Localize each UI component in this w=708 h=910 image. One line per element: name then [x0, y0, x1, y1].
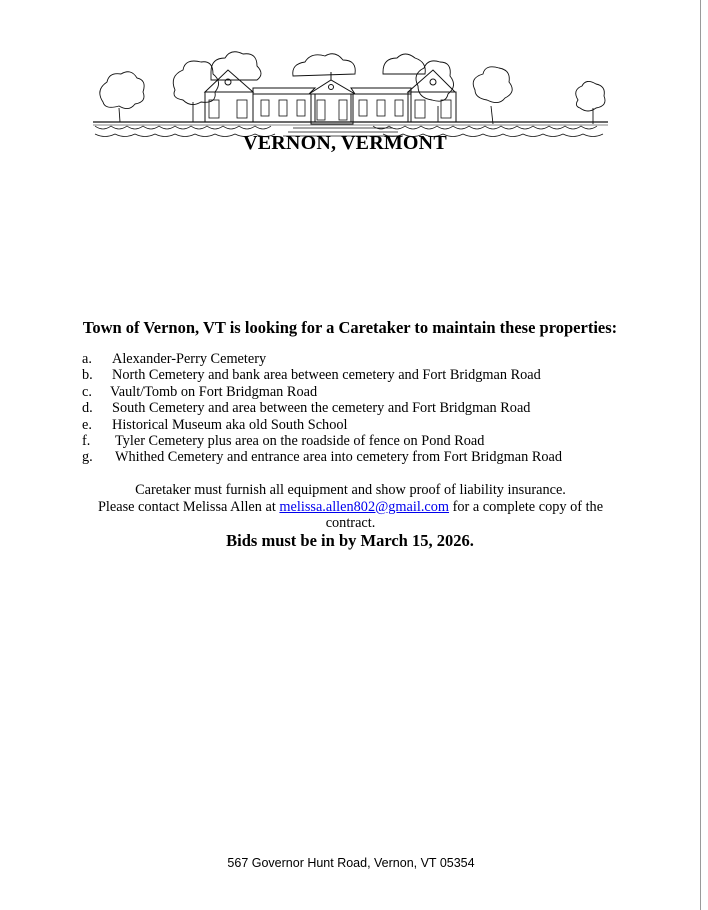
list-item: [82, 400, 562, 416]
list-item: [82, 384, 562, 400]
list-letter: g.: [82, 449, 93, 466]
list-letter: c.: [82, 383, 92, 400]
contact-prefix: Please contact Melissa Allen at: [97, 498, 276, 515]
list-item: [82, 367, 562, 383]
contact-line: [88, 499, 613, 532]
list-letter: d.: [82, 400, 93, 417]
list-text: Whithed Cemetery and entrance area into cemetery from Fort Bridgman Road: [115, 449, 563, 466]
list-text: Alexander-Perry Cemetery: [112, 351, 267, 367]
page-edge: [700, 0, 701, 910]
list-letter: f.: [82, 432, 91, 449]
list-letter: a.: [82, 351, 92, 367]
list-text: Tyler Cemetery plus area on the roadside of fence on Pond Road: [115, 432, 485, 449]
list-item: [82, 449, 562, 465]
list-text: Historical Museum aka old South School: [112, 416, 348, 433]
bid-deadline: Bids must be in by March 15, 2026.: [226, 531, 474, 550]
list-item: [82, 417, 562, 433]
notice-heading: Town of Vernon, VT is looking for a Caretaker to maintain these properties:: [82, 318, 618, 337]
footer-address: 567 Governor Hunt Road, Vernon, VT 05354: [227, 856, 475, 870]
requirements-paragraph: [88, 482, 613, 532]
list-item: [82, 351, 562, 367]
list-text: Vault/Tomb on Fort Bridgman Road: [110, 383, 318, 400]
insurance-requirement: Caretaker must furnish all equipment and show proof of liability insurance.: [135, 482, 566, 498]
contact-suffix: for a complete copy of the contract.: [325, 498, 604, 531]
list-item: [82, 433, 562, 449]
building: [205, 70, 456, 124]
town-title: VERNON, VERMONT: [243, 132, 447, 154]
list-text: South Cemetery and area between the cemetery and Fort Bridgman Road: [112, 400, 531, 417]
email-link[interactable]: melissa.allen802@gmail.com: [279, 498, 450, 515]
list-letter: b.: [82, 367, 93, 384]
properties-list: [82, 351, 562, 466]
town-hall-illustration: [93, 42, 608, 140]
list-letter: e.: [82, 416, 92, 433]
list-text: North Cemetery and bank area between cemetery and Fort Bridgman Road: [112, 367, 541, 384]
